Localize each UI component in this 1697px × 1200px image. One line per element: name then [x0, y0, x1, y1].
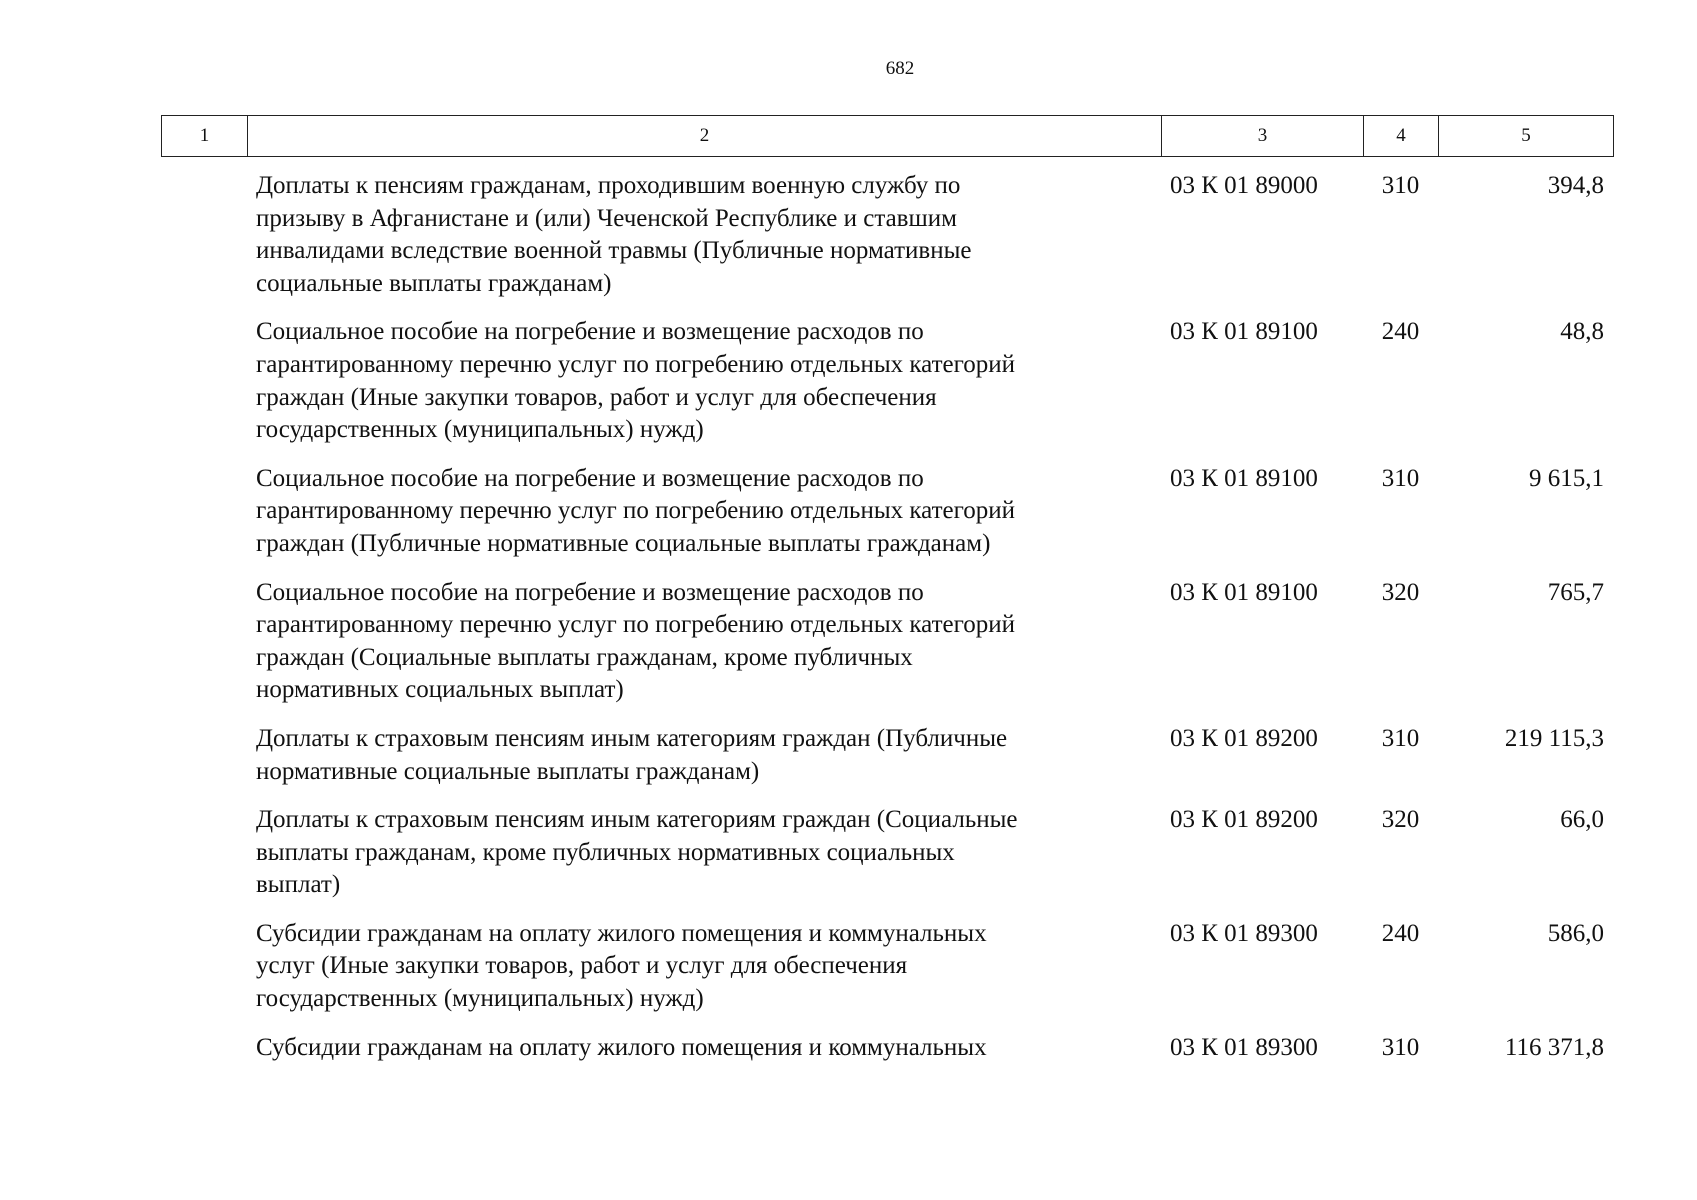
description-line: выплат) [256, 871, 341, 899]
cell-code: 03 К 01 89100 [1170, 578, 1318, 606]
description-line: Субсидии гражданам на оплату жилого помещения и коммунальных [256, 1033, 987, 1061]
header-col-3: 3 [1162, 116, 1364, 156]
cell-type: 320 [1381, 806, 1420, 834]
cell-type: 310 [1381, 1033, 1420, 1061]
header-col-1: 1 [162, 116, 248, 156]
table-row [161, 918, 1612, 1016]
description-line: граждан (Публичные нормативные социальные выплаты гражданам) [256, 529, 991, 557]
description-line: граждан (Социальные выплаты гражданам, кроме публичных [256, 643, 913, 671]
cell-type: 310 [1381, 172, 1420, 199]
page-number: 682 [885, 58, 915, 79]
table-row [161, 723, 1612, 788]
description-line: социальные выплаты гражданам) [256, 269, 612, 297]
cell-description [161, 463, 1161, 561]
description-line: Доплаты к страховым пенсиям иным категориям граждан (Публичные [256, 724, 1008, 752]
cell-type: 240 [1381, 919, 1420, 947]
cell-description [161, 723, 1161, 788]
description-line: услуг (Иные закупки товаров, работ и услуг для обеспечения [256, 952, 908, 980]
table-body [161, 170, 1612, 1080]
cell-description [161, 1032, 1161, 1065]
cell-description [161, 170, 1161, 300]
description-line: нормативные социальные выплаты гражданам) [256, 757, 760, 785]
cell-amount: 116 371,8 [1504, 1033, 1604, 1061]
table-header [161, 115, 1614, 157]
cell-amount: 586,0 [1547, 919, 1604, 947]
description-line: инвалидами вследствие военной травмы (Публичные нормативные [256, 237, 972, 265]
cell-code: 03 К 01 89200 [1170, 724, 1318, 752]
description-line: Субсидии гражданам на оплату жилого помещения и коммунальных [256, 919, 987, 947]
cell-code: 03 К 01 89200 [1170, 806, 1318, 834]
description-line: Социальное пособие на погребение и возмещение расходов по [256, 578, 924, 606]
table-row [161, 577, 1612, 707]
description-line: Доплаты к страховым пенсиям иным категориям граждан (Социальные [256, 806, 1018, 834]
cell-type: 310 [1381, 724, 1420, 752]
cell-description [161, 316, 1161, 446]
header-col-5: 5 [1521, 125, 1531, 146]
cell-amount: 9 615,1 [1529, 464, 1604, 492]
header-col-4: 4 [1364, 116, 1439, 156]
description-line: выплаты гражданам, кроме публичных нормативных социальных [256, 838, 955, 866]
cell-code: 03 К 01 89300 [1170, 1033, 1318, 1061]
description-line: гарантированному перечню услуг по погребению отдельных категорий [256, 611, 1015, 639]
description-line: государственных (муниципальных) нужд) [256, 985, 704, 1013]
table-row [161, 316, 1612, 446]
description-line: государственных (муниципальных) нужд) [256, 416, 704, 444]
description-line: Социальное пособие на погребение и возмещение расходов по [256, 318, 924, 346]
cell-code: 03 К 01 89100 [1170, 318, 1318, 346]
description-line: призыву в Афганистане и (или) Чеченской Республике и ставшим [256, 204, 957, 232]
cell-type: 310 [1381, 464, 1420, 492]
description-line: Социальное пособие на погребение и возмещение расходов по [256, 464, 924, 492]
cell-description [161, 804, 1161, 902]
cell-code: 03 К 01 89300 [1170, 919, 1318, 947]
table-row [161, 804, 1612, 902]
cell-amount: 394,8 [1547, 172, 1604, 199]
cell-type: 240 [1381, 318, 1420, 346]
cell-description [161, 577, 1161, 707]
cell-code: 03 К 01 89100 [1170, 464, 1318, 492]
cell-description [161, 918, 1161, 1016]
cell-amount: 66,0 [1560, 806, 1604, 834]
cell-amount: 765,7 [1547, 578, 1604, 606]
cell-amount: 219 115,3 [1504, 724, 1604, 752]
description-line: граждан (Иные закупки товаров, работ и услуг для обеспечения [256, 383, 937, 411]
header-col-2: 2 [248, 116, 1162, 156]
description-line: гарантированному перечню услуг по погребению отдельных категорий [256, 497, 1015, 525]
table-row [161, 170, 1612, 300]
cell-type: 320 [1381, 578, 1420, 606]
table-row [161, 1032, 1612, 1065]
cell-code: 03 К 01 89000 [1170, 172, 1318, 199]
description-line: Доплаты к пенсиям гражданам, проходившим военную службу по [256, 172, 961, 199]
description-line: гарантированному перечню услуг по погребению отдельных категорий [256, 350, 1015, 378]
table-row [161, 463, 1612, 561]
description-line: нормативных социальных выплат) [256, 676, 624, 704]
cell-amount: 48,8 [1560, 318, 1604, 346]
